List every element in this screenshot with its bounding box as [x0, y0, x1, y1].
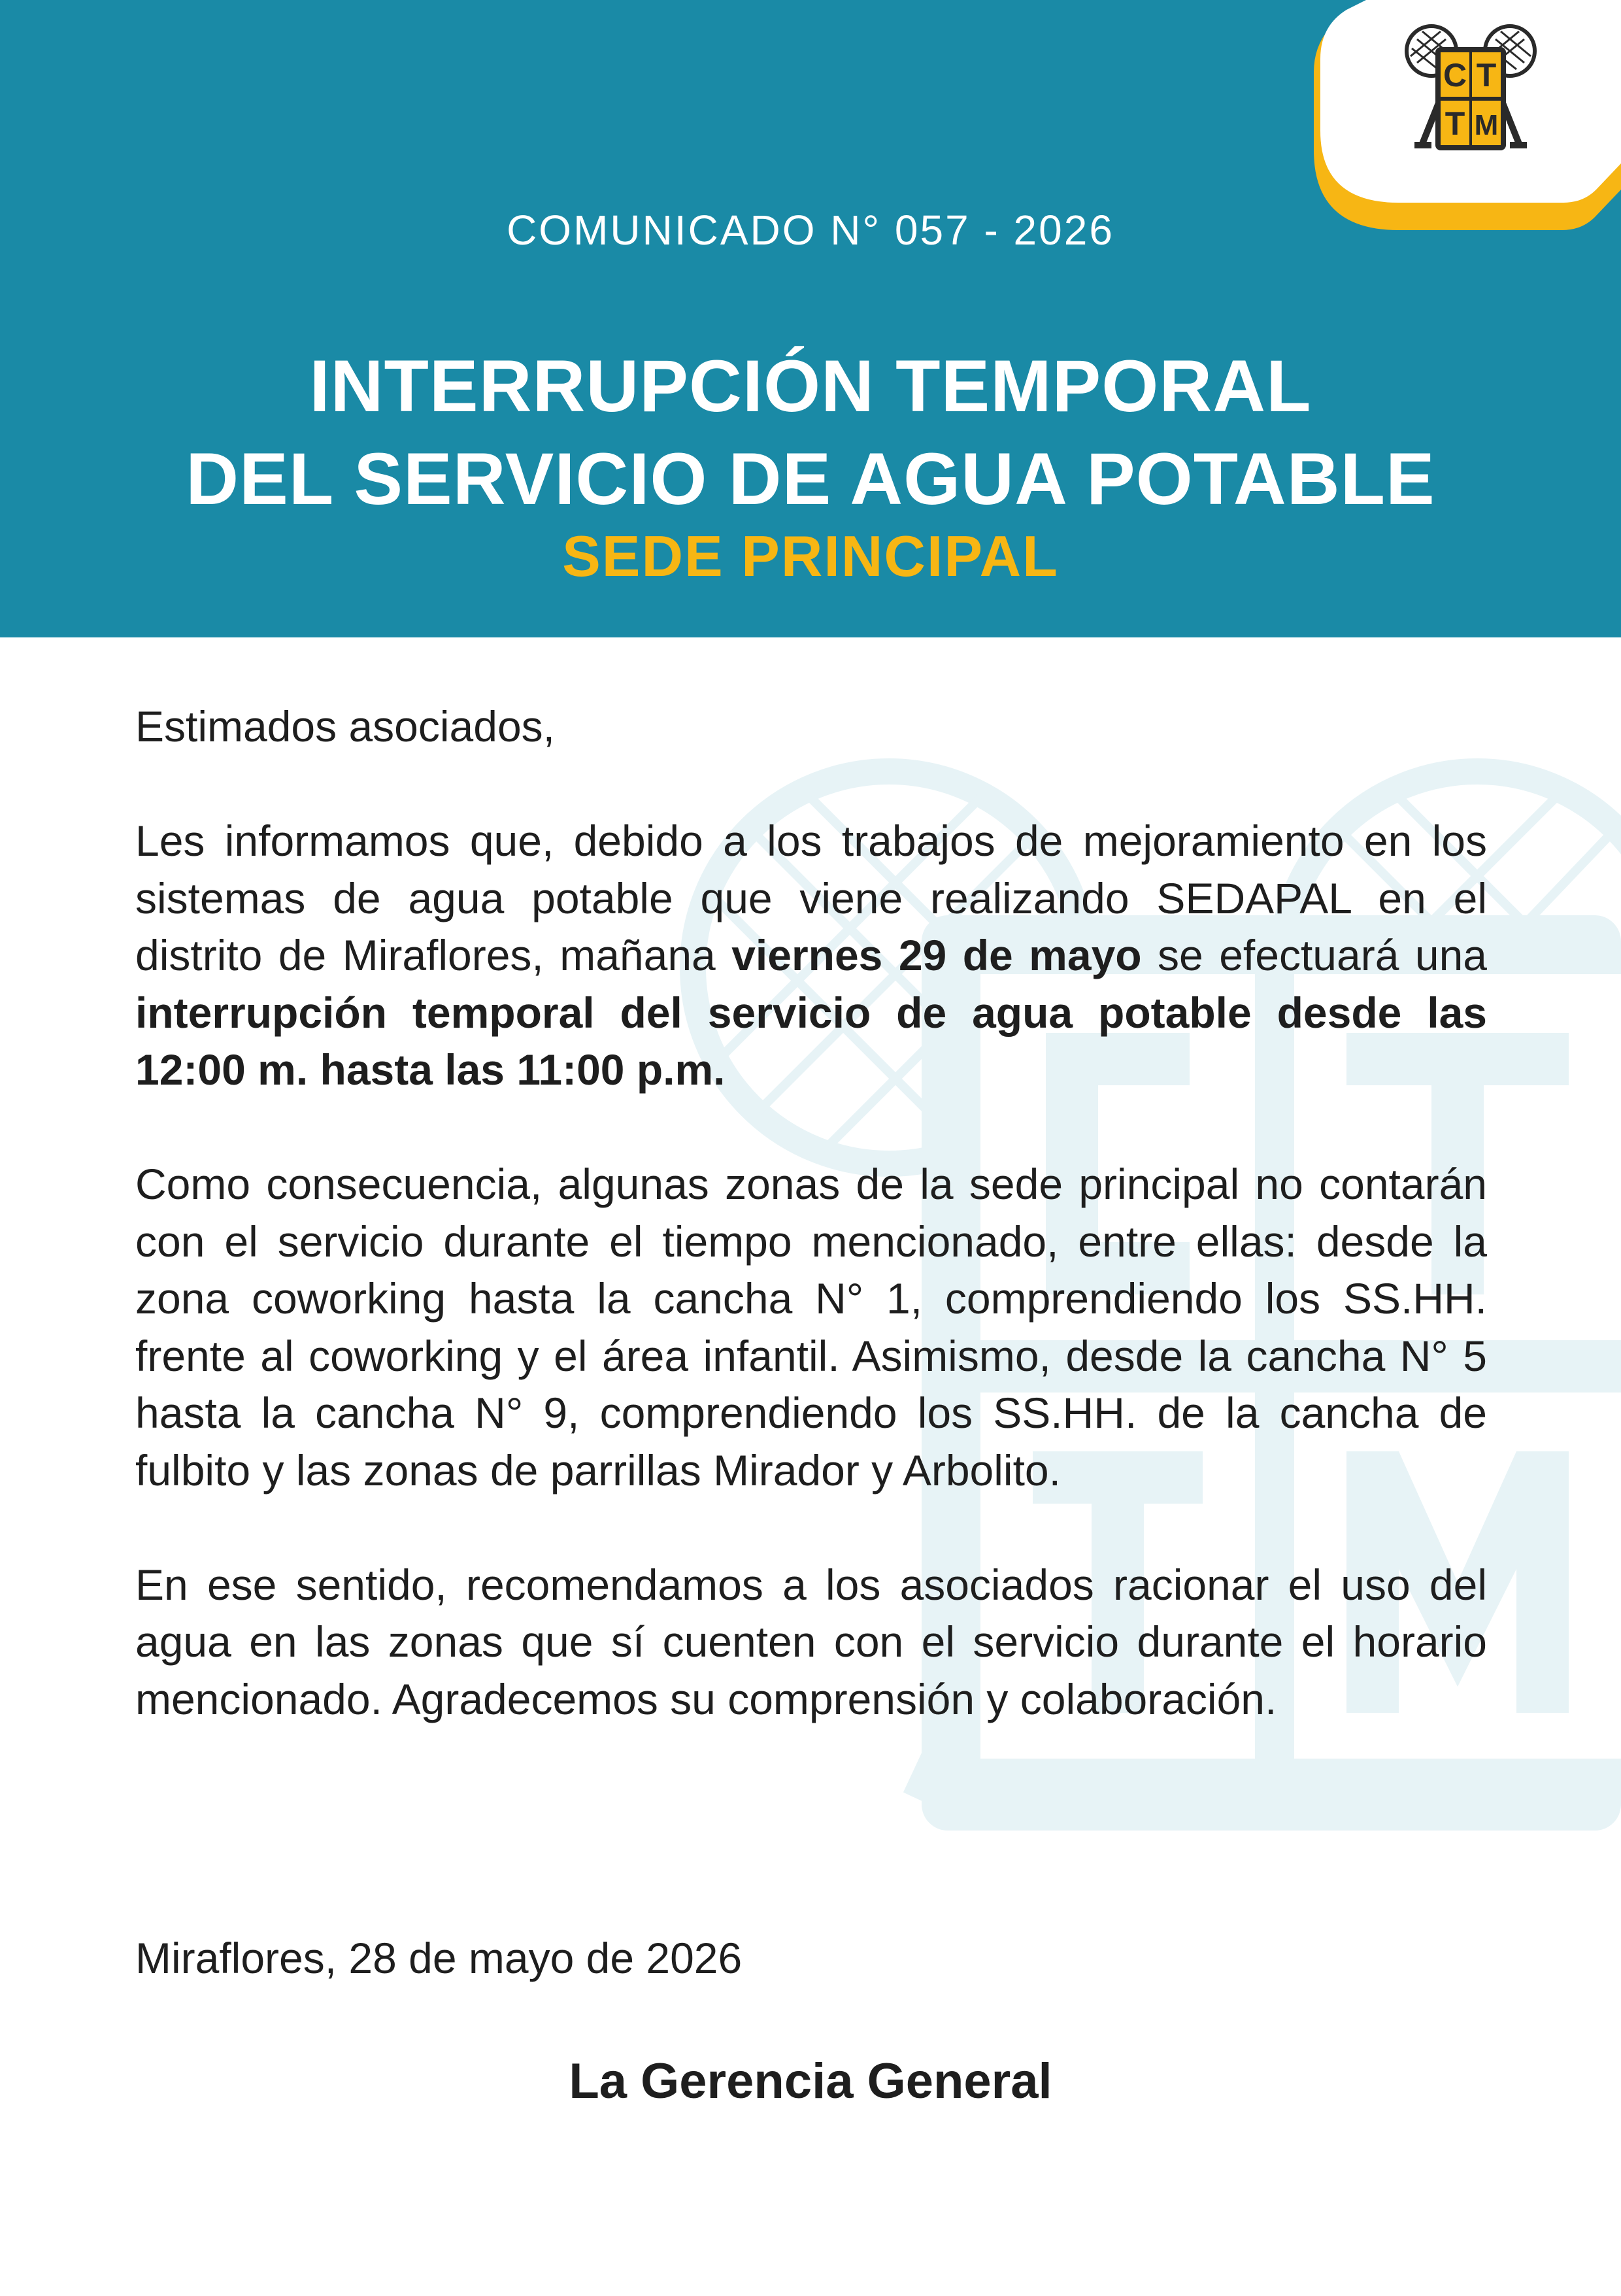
- paragraph-1-text-c: se efectuará una: [1141, 931, 1487, 979]
- svg-text:T: T: [1476, 57, 1497, 93]
- title-line-1: INTERRUPCIÓN TEMPORAL: [309, 345, 1312, 427]
- notice-title: [0, 340, 1621, 526]
- svg-text:M: M: [1474, 109, 1499, 141]
- svg-text:C: C: [1443, 57, 1467, 93]
- notice-subtitle: SEDE PRINCIPAL: [562, 524, 1059, 588]
- club-logo-card: [1301, 0, 1621, 235]
- notice-number: COMUNICADO N° 057 - 2026: [507, 207, 1114, 254]
- greeting: Estimados asociados,: [135, 702, 555, 751]
- paragraph-interruption-details: [135, 813, 1487, 1099]
- interruption-schedule: interrupción temporal del servicio de agua potable desde las 12:00 m. hasta las 11:00 p.m.: [135, 988, 1487, 1094]
- interruption-date: viernes 29 de mayo: [731, 931, 1142, 979]
- signature: La Gerencia General: [569, 2053, 1052, 2109]
- title-line-2: DEL SERVICIO DE AGUA POTABLE: [186, 438, 1435, 520]
- paragraph-recommendation: En ese sentido, recomendamos a los asociados racionar el uso del agua en las zonas que sí cuenten con el servicio durante el horario mencionado. Agradecemos su comprensión y colaboración.: [135, 1560, 1487, 1723]
- notice-body: [135, 698, 1487, 1728]
- paragraph-1-text-a: Les informamos que, debido a los trabajos de mejoramiento en los sistemas de agua potable que viene realizando SEDAPAL en el distrito de Miraflores, mañana: [135, 817, 1487, 979]
- date-line: Miraflores, 28 de mayo de 2026: [135, 1934, 743, 1982]
- header-band: [0, 0, 1621, 637]
- paragraph-affected-zones: Como consecuencia, algunas zonas de la sede principal no contarán con el servicio durante el tiempo mencionado, entre ellas: desde la zona coworking hasta la cancha N° 1, comprendiendo los SS.HH. frente al coworking y el área infantil. Asimismo, desde la cancha N° 5 hasta la cancha N° 9, comprendiendo los SS.HH. de la cancha de fulbito y las zonas de parrillas Mirador y Arbolito.: [135, 1160, 1487, 1494]
- svg-text:T: T: [1445, 105, 1465, 142]
